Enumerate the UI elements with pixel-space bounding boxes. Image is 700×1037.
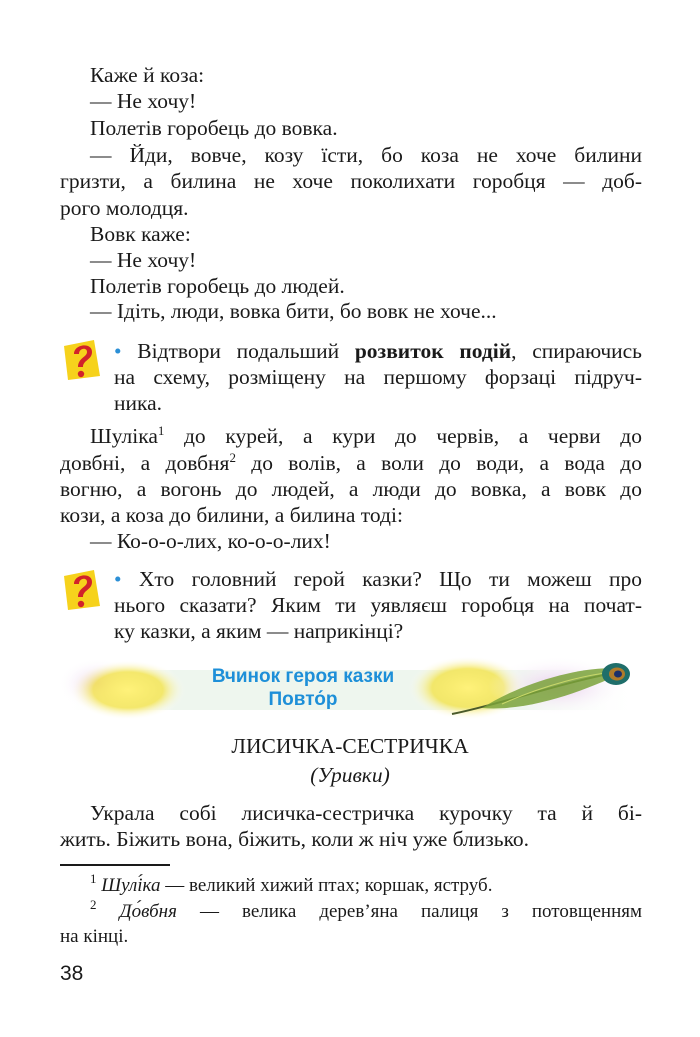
footnote-1 bbox=[90, 871, 493, 898]
text-span: до курей, а кури до червів, а черви до bbox=[164, 424, 642, 448]
feather-icon bbox=[442, 652, 642, 728]
text-span: Хто головний герой казки? Що ти можеш про bbox=[121, 567, 642, 591]
text-line: Украла собі лисичка-сестричка курочку та й бі- bbox=[90, 801, 642, 825]
footnote-text: — великий хижий птах; коршак, яструб. bbox=[160, 875, 493, 896]
footnote-ref: 1 bbox=[157, 423, 165, 438]
page-number: 38 bbox=[60, 962, 84, 985]
footnote-text: — велика дерев’яна палиця з потовщенням bbox=[176, 901, 642, 922]
tale-subtitle: (Уривки) bbox=[310, 763, 390, 787]
footnote-divider bbox=[60, 864, 170, 866]
text-line: рого молодця. bbox=[60, 196, 189, 220]
text-line: — Не хочу! bbox=[90, 248, 197, 272]
text-span: довбні, а довбня bbox=[60, 451, 230, 475]
footnote-ref: 2 bbox=[229, 450, 236, 465]
text-span: Шуліка bbox=[90, 424, 158, 448]
text-span: до волів, а воли до води, а вода до bbox=[235, 451, 642, 475]
footnote-2 bbox=[90, 897, 642, 924]
text-line: Вовк каже: bbox=[90, 222, 191, 246]
question-mark-icon bbox=[60, 336, 104, 382]
text-span: Відтвори подальший bbox=[121, 339, 355, 363]
text-line: — Не хочу! bbox=[90, 89, 197, 113]
text-line: — Ко-о-о-лих, ко-о-о-лих! bbox=[90, 529, 331, 553]
text-line bbox=[90, 423, 642, 449]
text-span: , спираючись bbox=[511, 339, 642, 363]
question-mark-icon bbox=[60, 566, 104, 612]
text-line: жить. Біжить вона, біжить, коли ж ніч уже близько. bbox=[60, 827, 530, 851]
text-line: — Йди, вовче, козу їсти, бо коза не хоче билини bbox=[90, 143, 642, 167]
bullet: • bbox=[114, 339, 122, 363]
text-line: Каже й коза: bbox=[90, 63, 205, 87]
banner-subtitle: Повто́р bbox=[268, 689, 338, 710]
bullet: • bbox=[114, 567, 122, 591]
section-banner bbox=[58, 652, 642, 728]
tale-title: ЛИСИЧКА-СЕСТРИЧКА bbox=[231, 734, 469, 758]
text-bold: розвиток подій bbox=[354, 339, 512, 363]
text-line bbox=[60, 450, 642, 476]
footnote-number: 2 bbox=[90, 897, 97, 912]
text-line: Полетів горобець до людей. bbox=[90, 274, 345, 298]
question-1-line: на схему, розміщену на першому форзаці підруч- bbox=[114, 365, 642, 389]
text-line: вогню, а вогонь до людей, а люди до вовка, а вовк до bbox=[60, 477, 642, 501]
footnote-term: Шулі́ка bbox=[101, 875, 161, 896]
text-line: Полетів горобець до вовка. bbox=[90, 116, 338, 140]
text-line: — Ідіть, люди, вовка бити, бо вовк не хоче... bbox=[90, 299, 497, 323]
question-1-line: ника. bbox=[114, 391, 163, 415]
question-2-line: нього сказати? Яким ти уявляєш горобця на почат- bbox=[114, 593, 642, 617]
footnote-number: 1 bbox=[90, 871, 97, 886]
text-line: кози, а коза до билини, а билина тоді: bbox=[60, 503, 403, 527]
banner-title: Вчинок героя казки bbox=[211, 666, 395, 687]
text-line: гризти, а билина не хоче поколихати горобця — доб- bbox=[60, 169, 642, 193]
footnote-2-cont: на кінці. bbox=[60, 926, 129, 947]
footnote-term: До́вбня bbox=[119, 901, 177, 922]
question-2-line bbox=[114, 566, 642, 592]
question-2-line: ку казки, а яким — наприкінці? bbox=[114, 619, 404, 643]
question-1-line bbox=[114, 338, 642, 364]
